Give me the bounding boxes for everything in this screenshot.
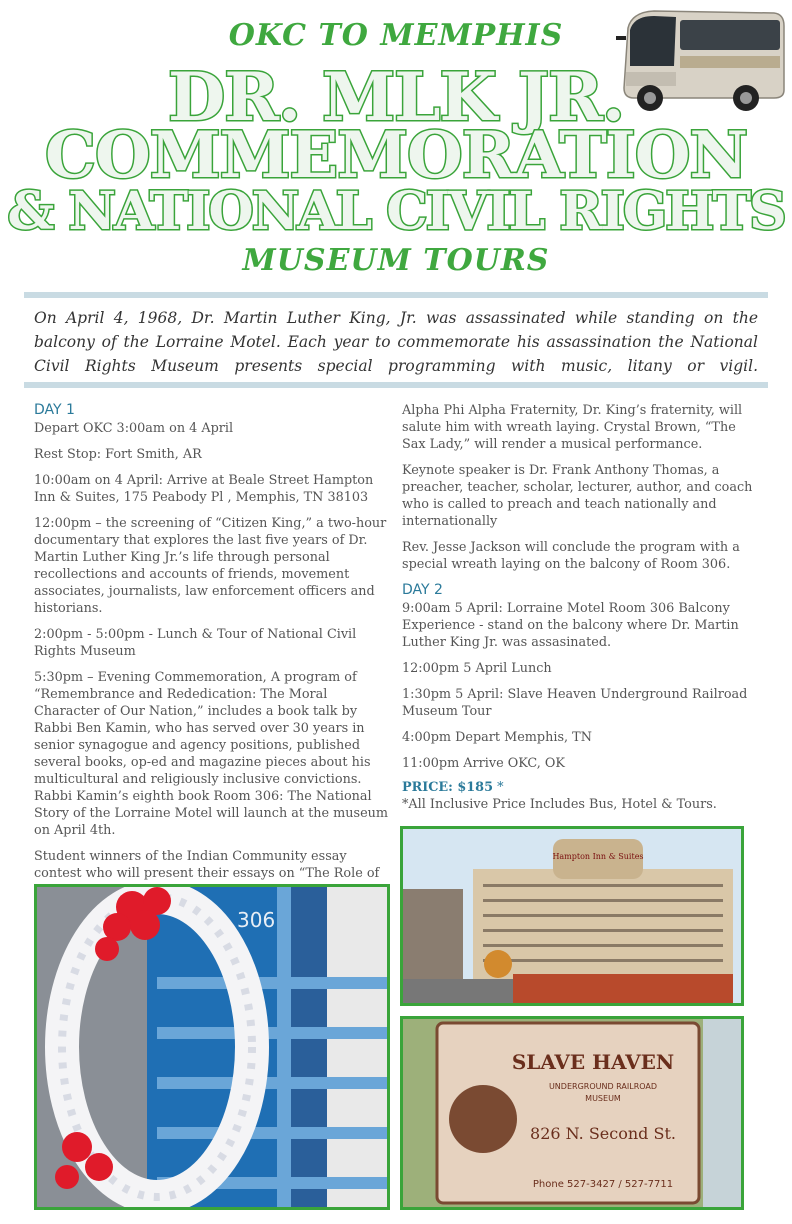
day1-continued: Alpha Phi Alpha Fraternity, Dr. King’s fraternity, will salute him with wreath laying. Crystal Brown, “The Sax Lady,” will render a musical performance. [402, 403, 743, 452]
sign-address: 826 N. Second St. [530, 1124, 676, 1143]
divider-top [24, 292, 768, 298]
title-line-2: COMMEMORATION [45, 118, 747, 193]
header-top-line: OKC TO MEMPHIS [228, 18, 564, 53]
hotel-sign: Hampton Inn & Suites [552, 852, 644, 861]
sign-line-3: MUSEUM [585, 1094, 621, 1103]
day2-item: 12:00pm 5 April Lunch [402, 661, 552, 676]
day2-label: DAY 2 [402, 582, 443, 598]
day1-item: Depart OKC 3:00am on 4 April [34, 421, 234, 436]
sign-title: SLAVE HAVEN [511, 1050, 675, 1074]
left-column [34, 402, 390, 908]
day1-item: 12:00pm – the screening of “Citizen King,” a two-hour documentary that explores the last five years of Dr. Martin Luther King Jr.’s life through personal recollections and accounts of friends, movement associates, journalists, law enforcement officers and historians. [34, 516, 387, 616]
day1-continued: Rev. Jesse Jackson will conclude the program with a special wreath laying on the balcony of Room 306. [402, 540, 740, 572]
title-line-3: & NATIONAL CIVIL RIGHTS [7, 181, 785, 242]
day2-item: 9:00am 5 April: Lorraine Motel Room 306 Balcony Experience - stand on the balcony where Dr. Martin Luther King Jr. was assasinated. [402, 601, 739, 650]
day2-item: 1:30pm 5 April: Slave Heaven Underground Railroad Museum Tour [402, 687, 748, 719]
title-line-1: DR. MLK JR. [168, 58, 624, 136]
slave-haven-photo [400, 1016, 744, 1210]
right-column [402, 402, 762, 813]
day1-item: 10:00am on 4 April: Arrive at Beale Street Hampton Inn & Suites, 175 Peabody Pl , Memphis, TN 38103 [34, 473, 374, 505]
day1-item: 5:30pm – Evening Commemoration, A program of “Remembrance and Rededication: The Moral Character of Our Nation,” includes a book talk by Rabbi Ben Kamin, who has served over 30 years in senior synagogue and agency positions, published several books, op-ed and magazine pieces about his multicultural and religiously inclusive convictions. Rabbi Kamin’s eighth book Room 306: The National Story of the Lorraine Motel will launch at the museum on April 4th. [34, 670, 389, 838]
day1-continued: Keynote speaker is Dr. Frank Anthony Thomas, a preacher, teacher, scholar, lecturer, author, and coach who is called to preach and teach nationally and internationally [402, 463, 753, 529]
sign-phone: Phone 527-3427 / 527-7711 [532, 1179, 674, 1190]
sign-line-2: UNDERGROUND RAILROAD [548, 1082, 658, 1091]
day1-item: Rest Stop: Fort Smith, AR [34, 447, 202, 462]
day2-item: 4:00pm Depart Memphis, TN [402, 730, 592, 745]
day2-item: 11:00pm Arrive OKC, OK [402, 756, 565, 771]
price-note: *All Inclusive Price Includes Bus, Hotel & Tours. [402, 797, 717, 812]
intro-paragraph: On April 4, 1968, Dr. Martin Luther King, Jr. was assassinated while standing on the balcony of the Lorraine Motel. Each year to commemorate his assassination the National Civil Rights Museum presents special programming with music, litany or vigil. [34, 309, 758, 375]
wreath-photo [34, 884, 390, 1210]
day1-item: 2:00pm - 5:00pm - Lunch & Tour of National Civil Rights Museum [34, 627, 357, 659]
divider-bottom [24, 382, 768, 388]
header-bottom-line: MUSEUM TOURS [242, 243, 550, 278]
price-asterisk: * [497, 780, 504, 795]
hotel-photo [400, 826, 744, 1006]
price-label: PRICE: $185 [402, 780, 493, 795]
room-number: 306 [237, 908, 276, 932]
day1-item: Student winners of the Indian Community essay contest who will present their essays on “The Role of [34, 849, 380, 881]
day1-label: DAY 1 [34, 402, 75, 418]
